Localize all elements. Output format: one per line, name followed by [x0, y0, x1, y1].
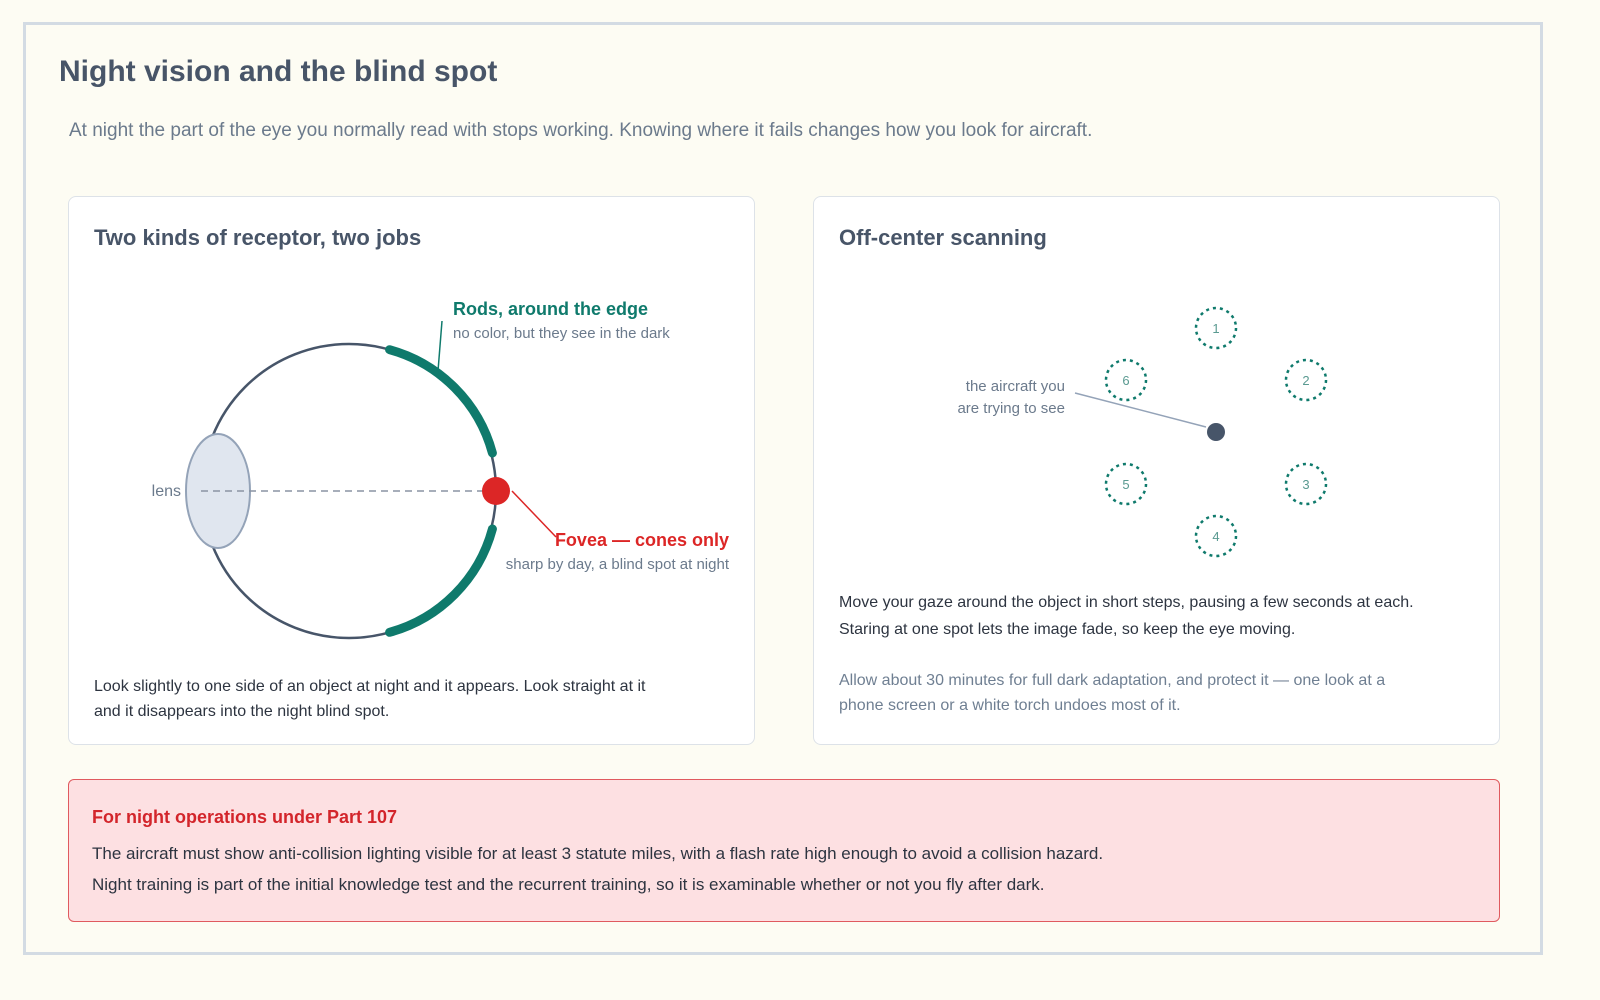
eye-diagram [69, 197, 756, 746]
target-label-line-2: are trying to see [957, 400, 1065, 417]
scan-point-5 [1106, 464, 1146, 504]
scan-text-line-1: Move your gaze around the object in short steps, pausing a few seconds at each. [839, 594, 1414, 611]
alert-title: For night operations under Part 107 [92, 807, 398, 827]
scan-point-5-number: 5 [1122, 477, 1130, 492]
target-aircraft-dot [1207, 423, 1225, 441]
scan-point-4-number: 4 [1212, 529, 1220, 544]
receptor-caption-line-1: Look slightly to one side of an object at night and it appears. Look straight at it [94, 678, 646, 695]
scan-panel-title: Off-center scanning [839, 225, 1047, 250]
rods-leader-line [438, 321, 442, 371]
scan-point-4 [1196, 516, 1236, 556]
target-leader-line [1075, 393, 1206, 427]
part-107-alert [68, 779, 1500, 922]
target-label-line-1: the aircraft you [965, 378, 1065, 395]
lens-label: lens [151, 483, 181, 500]
alert-line-2: Night training is part of the initial knowledge test and the recurrent training, so it is examinable whether or not you fly after dark. [92, 875, 1045, 894]
scan-text-line-2: Staring at one spot lets the image fade, so keep the eye moving. [839, 621, 1296, 638]
scan-point-3 [1286, 464, 1326, 504]
scan-point-1-number: 1 [1212, 321, 1220, 336]
scan-point-2-number: 2 [1302, 373, 1310, 388]
alert-line-1: The aircraft must show anti-collision lighting visible for at least 3 statute miles, with a flash rate high enough to avoid a collision hazard. [92, 844, 1104, 863]
scan-point-1 [1196, 308, 1236, 348]
scan-note-line-1: Allow about 30 minutes for full dark adaptation, and protect it — one look at a [839, 672, 1386, 689]
rods-label: Rods, around the edge [453, 299, 649, 319]
fovea-leader-line [512, 491, 556, 537]
scan-point-6-number: 6 [1122, 373, 1130, 388]
scan-point-3-number: 3 [1302, 477, 1310, 492]
fovea-label: Fovea — cones only [554, 530, 729, 550]
page-subtitle: At night the part of the eye you normally read with stops working. Knowing where it fails changes how you look for aircraft. [69, 120, 1093, 141]
receptor-panel [68, 196, 755, 745]
scan-note-line-2: phone screen or a white torch undoes most of it. [839, 697, 1181, 714]
receptor-panel-title: Two kinds of receptor, two jobs [94, 225, 422, 250]
page-title: Night vision and the blind spot [59, 55, 498, 88]
receptor-caption-line-2: and it disappears into the night blind spot. [94, 703, 390, 720]
scan-point-2 [1286, 360, 1326, 400]
scan-diagram [814, 197, 1501, 746]
fovea-sublabel: sharp by day, a blind spot at night [505, 556, 729, 573]
scan-panel [813, 196, 1500, 745]
rods-arc-upper [390, 350, 493, 453]
scan-point-6 [1106, 360, 1146, 400]
fovea-dot [482, 477, 510, 505]
rods-arc-lower [390, 529, 493, 632]
rods-sublabel: no color, but they see in the dark [453, 325, 670, 342]
